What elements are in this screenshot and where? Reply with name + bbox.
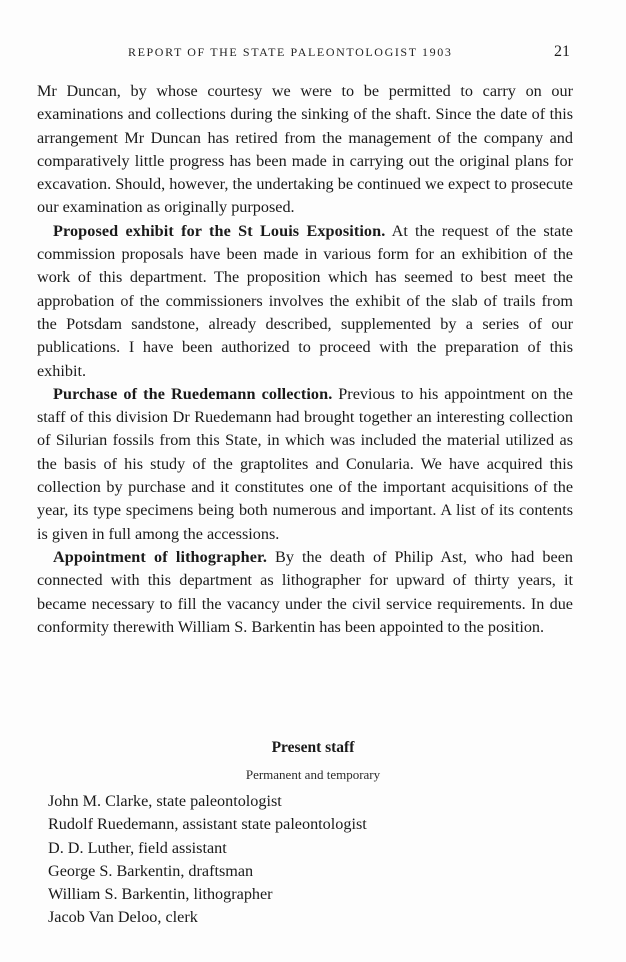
paragraph-shaft-continuation bbox=[37, 80, 573, 220]
paragraph-lithographer bbox=[37, 546, 573, 639]
body-text bbox=[37, 80, 573, 639]
running-head-title: REPORT OF THE STATE PALEONTOLOGIST 1903 bbox=[128, 45, 453, 59]
paragraph-text: Previous to his appointment on the staff of this division Dr Ruedemann had brought together an interesting collection of Silurian fossils from this State, in which was included the material utilized as the basis of his study of the graptolites and Conularia. We have acquired this collection by purchase and it constitutes one of the important acquisitions of the year, its type specimens being both numerous and important. A list of its contents is given in full among the accessions. bbox=[37, 384, 573, 543]
staff-member: Jacob Van Deloo, clerk bbox=[48, 908, 198, 927]
paragraph-text: Mr Duncan, by whose courtesy we were to be permitted to carry on our examinations and collections during the sinking of the shaft. Since the date of this arrangement Mr Duncan has retired from the management of the company and comparatively little progress has been made in carrying out the original plans for excavation. Should, however, the undertaking be continued we expect to prosecute our examination as originally purposed. bbox=[37, 82, 573, 217]
page-number: 21 bbox=[554, 43, 570, 60]
section-heading-present-staff: Present staff bbox=[271, 739, 355, 756]
paragraph-lead: Appointment of lithographer. bbox=[53, 547, 267, 566]
staff-subheading: Permanent and temporary bbox=[245, 767, 381, 782]
paragraph-text: At the request of the state commission proposals have been made in various form for an exhibition of the work of this department. The proposition which has seemed to best meet the approbation of the commissioners involves the exhibit of the slab of trails from the Potsdam sandstone, already described, supplemented by a series of our publications. I have been authorized to proceed with the preparation of this exhibit. bbox=[37, 221, 573, 380]
paragraph-lead: Proposed exhibit for the St Louis Exposition. bbox=[53, 221, 386, 240]
staff-member: Rudolf Ruedemann, assistant state paleontologist bbox=[48, 815, 367, 834]
staff-list bbox=[48, 790, 367, 930]
staff-member: George S. Barkentin, draftsman bbox=[48, 861, 254, 880]
staff-member: John M. Clarke, state paleontologist bbox=[48, 792, 282, 810]
staff-member: William S. Barkentin, lithographer bbox=[48, 885, 273, 904]
paragraph-lead: Purchase of the Ruedemann collection. bbox=[53, 384, 333, 403]
paragraph-st-louis-exhibit bbox=[37, 220, 573, 383]
running-head bbox=[36, 45, 572, 65]
paragraph-ruedemann-collection bbox=[37, 383, 573, 546]
paragraph-text: By the death of Philip Ast, who had been connected with this department as lithographer for upward of thirty years, it became necessary to fill the vacancy under the civil service requirements. In due conformity therewith William S. Barkentin has been appointed to the position. bbox=[37, 547, 573, 636]
staff-member: D. D. Luther, field assistant bbox=[48, 838, 227, 857]
